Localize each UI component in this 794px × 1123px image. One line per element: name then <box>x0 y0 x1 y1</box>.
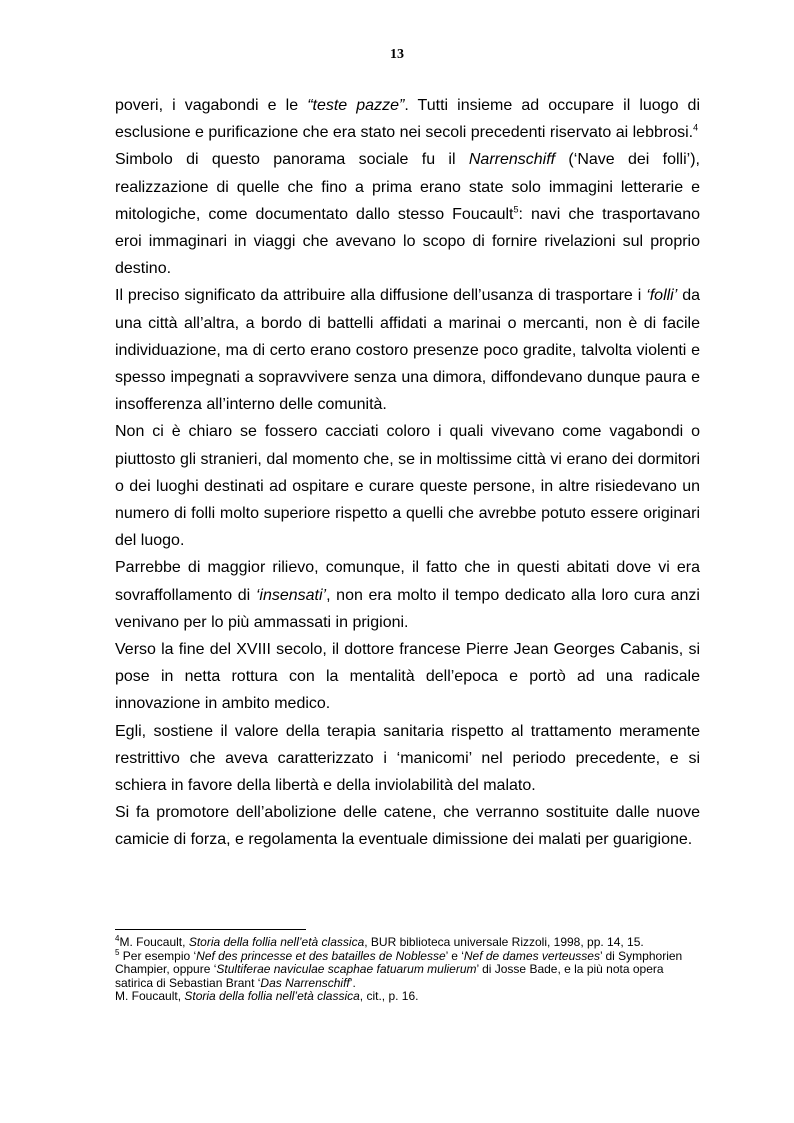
italic-text: Stultiferae naviculae scaphae fatuarum mulierum <box>216 962 477 976</box>
paragraph <box>115 554 700 636</box>
footnote <box>115 990 700 1004</box>
paragraph <box>115 636 700 718</box>
footnotes <box>115 936 700 1004</box>
footnote <box>115 947 700 991</box>
text-run: ’. <box>349 975 356 990</box>
note-reference: 4 <box>115 934 120 943</box>
note-reference: 5 <box>513 204 519 215</box>
italic-text: Narrenschiff <box>468 151 556 169</box>
text-run: Simbolo di questo panorama sociale fu il <box>115 151 469 169</box>
italic-text: ‘folli’ <box>646 287 678 305</box>
note-reference: 5 <box>115 947 120 957</box>
paragraph <box>115 92 700 146</box>
text-run: Egli, sostiene il valore della terapia sanitaria rispetto al trattamento meramente restrittivo che aveva caratterizzato i ‘manicomi’ nel periodo precedente, e si schiera in favore della libertà e della inviolabilità del malato. <box>115 722 700 795</box>
text-run: , non era molto il tempo dedicato alla loro cura anzi venivano per lo più ammassati in prigioni. <box>115 586 700 631</box>
text-run: . Tutti insieme ad occupare il luogo di esclusione e purificazione che era stato nei secoli precedenti riservato ai lebbrosi. <box>115 97 701 142</box>
text-run: ’ di Josse Bade, e la più nota opera satirica di Sebastian Brant ‘ <box>115 962 664 990</box>
paragraph <box>115 718 700 800</box>
paragraph <box>115 282 700 418</box>
text-run: Il preciso significato da attribuire alla diffusione dell’usanza di trasportare i <box>115 287 647 305</box>
paragraph <box>115 418 700 554</box>
italic-text: “teste pazze” <box>307 97 405 114</box>
text-run: M. Foucault, <box>119 935 189 949</box>
text-run: Verso la fine del XVIII secolo, il dottore francese Pierre Jean Georges Cabanis, si pose in netta rottura con la mentalità dell’epoca e portò ad una radicale innovazione in ambito medico. <box>115 641 700 713</box>
text-run: Parrebbe di maggior rilievo, comunque, il fatto che in questi abitati dove vi era sovraffollamento di <box>115 559 700 604</box>
italic-text: Storia della follia nell’età classica <box>188 935 365 949</box>
italic-text: Storia della follia nell’età classica <box>184 989 360 1003</box>
body-text <box>115 92 700 854</box>
text-run: (‘Nave dei folli’), realizzazione di quelle che fino a prima erano state solo immagini letterarie e mitologiche, come documentato dallo stesso Foucault <box>115 151 700 223</box>
text-run: ’ e ‘ <box>445 948 464 963</box>
text-run: , cit., p. 16. <box>359 989 419 1003</box>
text-run: ’ di Symphorien Champier, oppure ‘ <box>115 948 683 976</box>
italic-text: ‘insensati’ <box>255 586 327 604</box>
text-run: M. Foucault, <box>115 989 185 1003</box>
text-run: Si fa promotore dell’abolizione delle catene, che verranno sostituite dalle nuove camicie di forza, e regolamenta la eventuale dimissione dei malati per guarigione. <box>115 804 700 849</box>
text-run: : navi che trasportavano eroi immaginari in viaggi che avevano lo scopo di fornire rivelazioni sul proprio destino. <box>115 205 700 278</box>
italic-text: Nef de dames verteusses <box>463 948 600 963</box>
text-run: , BUR biblioteca universale Rizzoli, 1998, pp. 14, 15. <box>364 935 644 949</box>
footnote <box>115 936 700 950</box>
italic-text: Nef des princesse et des batailles de Noblesse <box>196 948 446 963</box>
italic-text: Das Narrenschiff <box>260 975 350 990</box>
text-run: Non ci è chiaro se fossero cacciati coloro i quali vivevano come vagabondi o piuttosto gli stranieri, dal momento che, se in moltissime città vi erano dei dormitori o dei luoghi destinati ad ospitare e curare queste persone, in altre risiedevano un numero di folli molto superiore rispetto a quelli che avrebbe potuto essere originari del luogo. <box>115 423 700 550</box>
paragraph <box>115 799 700 853</box>
footnote-separator <box>115 929 306 930</box>
text-run: da una città all’altra, a bordo di battelli affidati a marinai o mercanti, non è di facile individuazione, ma di certo erano costoro presenze poco gradite, talvolta violenti e spesso impegnati a sopravvivere senza una dimora, diffondevano dunque paura e insofferenza all’interno delle comunità. <box>115 287 700 414</box>
page-number: 13 <box>390 47 404 62</box>
note-reference: 4 <box>693 122 699 133</box>
text-run: Per esempio ‘ <box>119 948 197 963</box>
text-run: poveri, i vagabondi e le <box>115 97 308 114</box>
paragraph <box>115 146 700 282</box>
